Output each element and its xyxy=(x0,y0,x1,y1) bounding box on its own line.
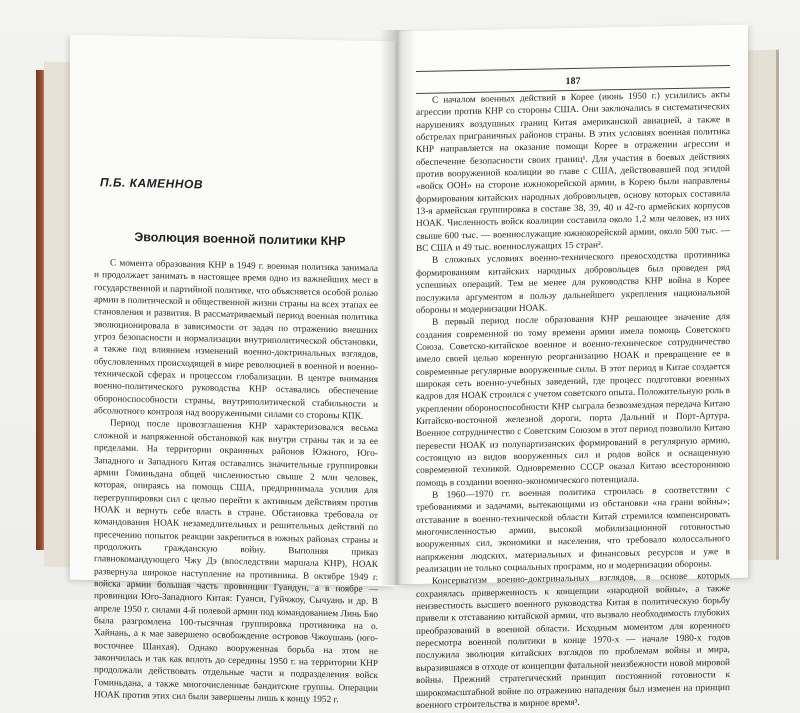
left-paragraph: С момента образования КНР в 1949 г. военная политика занимала и продолжает занимать в настоящее время одно из важнейших мест в государственной и партийной политике, что объясняется особой ролью армии в политической и общественной жизни страны на всех этапах ее становления и развития. В рассматриваемый период военная политика эволюционировала в зависимости от задач по отражению внешних угроз безопасности и нормализации внутриполитической обстановки, а также под влиянием изменений военно-доктринальных взглядов, обусловленных происходящей в мире революцией в военной и военно-технической сферах и процессом глобализации. В центре внимания военно-политического руководства КНР оставались обеспечение обороноспособности страны, внутриполитической стабильности и абсолютного контроля над вооруженными силами со стороны КПК. xyxy=(94,258,378,422)
left-page xyxy=(70,35,395,706)
right-page xyxy=(398,25,748,711)
right-paragraph: В первый период после образования КНР решающее значение для создания современной по тому времени армии имела помощь Советского Союза. Советско-китайское военное и военно-техническое сотрудничество имело своей целью коренную реорганизацию НОАК и превращение ее в современные регулярные вооруженные силы. В этот период в Китае создается широкая сеть военно-учебных заведений, где процесс подготовки военных кадров для НОАК строился с учетом советского опыта. Положительную роль в укреплении обороноспособности КНР сыграла безвозмездная передача Китаю Китайско-восточной железной дороги, порта Дальний и Порт-Артура. Военное сотрудничество с Советским Союзом в этот период позволило Китаю перевести НОАК из полупартизанских формирований в регулярную армию, состоящую из видов вооруженных сил и родов войск и оснащенную современной техникой. Одновременно СССР оказал Китаю всестороннюю помощь в создании военно-экономического потенциала. xyxy=(416,312,730,489)
book-gutter-shadow xyxy=(380,30,416,585)
page-number: 187 xyxy=(565,75,581,88)
article-title: Эволюция военной политики КНР xyxy=(134,229,346,249)
right-paragraph: В 1960—1970 гг. военная политика строилась в соответствии с требованиями и задачами, вытекающими из обстановки «на грани войны»; отставание в военно-технической области Китай стремился компенсировать многочисленностью армии, высокой мобилизационной готовностью вооруженных сил, экономики и населения, что требовало колоссального напряжения людских, материальных и финансовых ресурсов и уже в реализации не только социальных программ, но и модернизации обороны. xyxy=(416,484,730,576)
right-paragraph: В сложных условиях военно-технического превосходства противника формированиям китайских народных добровольцев был проведен ряд успешных операций. Тем не менее для руководства КНР война в Корее послужила аргументом в пользу дальнейшего укрепления национальной обороны и модернизации НОАК. xyxy=(416,250,730,316)
right-paragraph: С началом военных действий в Корее (июнь 1950 г.) усилились акты агрессии против КНР со стороны США. Они заключались в систематических нарушениях воздушных границ Китая американской авиацией, а также в обстрелах приграничных районов страны. В этих условиях военная политика КНР направляется на оказание помощи Корее в отражении агрессии и обеспечение безопасности своих границ¹. Для участия в боевых действиях против вооруженной коалиции во главе с США, действовавшей под эгидой «войск ООН» на стороне южнокорейской армии, в Корею были направлены формирования китайских народных добровольцев, основу которых составила 13-я армейская группировка в составе 38, 39, 40 и 42-го армейских корпусов НОАК. Численность войск коалиции составила около 1,2 млн человек, из них свыше 600 тыс. — военнослужащие южнокорейской армии, около 500 тыс. — ВС США и 49 тыс. военнослужащих 15 стран². xyxy=(416,89,730,255)
author-name: П.Б. КАМЕННОВ xyxy=(100,175,204,192)
right-page-body xyxy=(416,89,730,711)
left-page-body xyxy=(94,257,378,706)
right-paragraph: Консерватизм военно-доктринальных взглядов, в основе которых сохранялась приверженность к концепции «народной войны», а также неизвестность высшего военного руководства Китая в политическую борьбу привели к отставанию китайской армии, что вызвало необходимость глубоких преобразований в военной области. Исходным моментом для коренного пересмотра военной политики в конце 1970-х — начале 1980-х годов послужила эволюция китайских взглядов по проблемам войны и мира, выразившаяся в отходе от концепции фатальной неизбежности новой мировой войны. Прежний стратегический принцип постоянной готовности к широкомасштабной войне по отражению нападения был изменен на принцип военного строительства в мирное время³. xyxy=(416,571,730,711)
left-paragraph: Период после провозглашения КНР характеризовался весьма сложной и напряженной обстановкой как внутри страны так и за ее пределами. На территории окраинных районов Южного, Юго-Западного и Западного Китая оставались значительные группировки армии Гоминьдана общей численностью свыше 2 млн человек, которая, опираясь на помощь США, предпринимала усилия для перегруппировки сил с целью перейти к активным действиям против НОАК и вернуть себе власть в стране. Обстановка требовала от командования НОАК незамедлительных и решительных действий по пресечению попыток реакции закрепиться в южных районах страны и продолжить гражданскую войну. Выполняя приказ главнокомандующего Чжу Дэ (впоследствии маршала КНР), НОАК развернула широкое наступление на противника. В октябре 1949 г. войска армии большая часть провинции Гуандун, а в ноябре — провинции Юго-Западного Китая: Гуанси, Гуйчжоу, Сычуань и др. В апреле 1950 г. силами 4-й полевой армии под командованием Линь Бяо была разгромлена 100-тысячная группировка противника на о. Хайнань, а к мае завершено освобождение островов Чжоушань (юго-восточнее Шанхая). Однако вооруженная борьба на этом не закончилась и так как вплоть до середины 1950 г. на территории КНР продолжали действовать отдельные части и подразделения войск Гоминьдана, а также многочисленные бандитские группы. Операции НОАК против этих сил были завершены лишь к концу 1952 г. xyxy=(94,418,378,706)
header-rule-top xyxy=(416,65,730,72)
